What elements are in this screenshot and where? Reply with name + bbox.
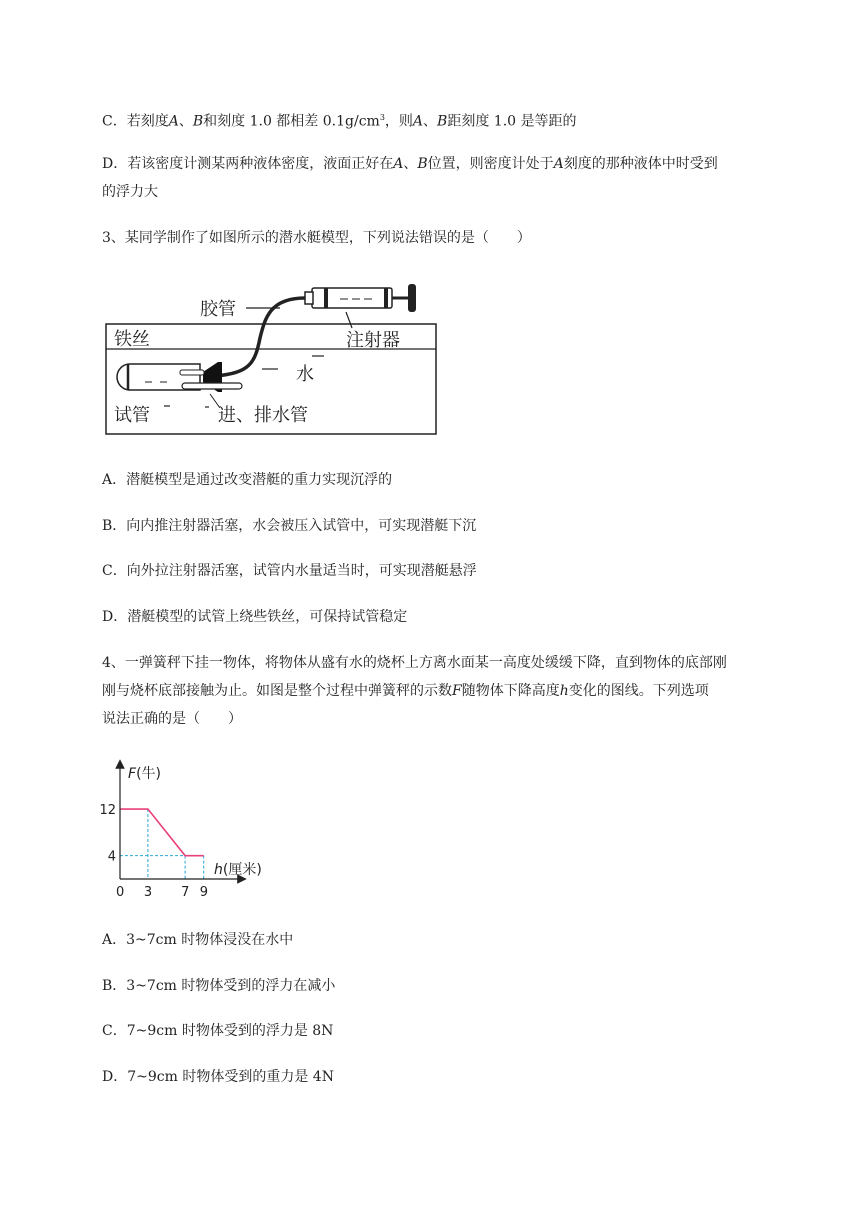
- q4-option-d: D．7~9cm 时物体受到的重力是 4N: [102, 1069, 334, 1085]
- syringe-icon: [305, 284, 416, 312]
- x-tick-label-7: 7: [181, 885, 190, 900]
- x-tick-label-9: 9: [199, 885, 208, 900]
- label-hose: 胶管: [200, 299, 236, 320]
- y-axis-label: F(牛): [128, 766, 161, 782]
- q2-option-d: D．若该密度计测某两种液体密度，液面正好在A、B位置，则密度计处于A刻度的那种液体中时受到: [102, 156, 718, 172]
- q2-option-c: C．若刻度A、B和刻度 1.0 都相差 $0.1g/cm^3$，则A、B距刻度 1.0 是等距的: [102, 113, 577, 130]
- label-syringe: 注射器: [346, 330, 400, 351]
- q4-option-b: B．3~7cm 时物体受到的浮力在减小: [102, 978, 336, 994]
- q3-option-b: B．向内推注射器活塞，水会被压入试管中，可实现潜艇下沉: [102, 518, 477, 534]
- y-tick-label-12: 12: [99, 803, 116, 819]
- q2-option-d-cont: 的浮力大: [102, 184, 158, 200]
- label-pipe: 进、排水管: [218, 405, 308, 426]
- q4-stem-line2: 刚与烧杯底部接触为止。如图是整个过程中弹簧秤的示数F随物体下降高度h变化的图线。下列选项: [102, 683, 709, 699]
- q4-option-c: C．7~9cm 时物体受到的浮力是 8N: [102, 1023, 334, 1039]
- q3-option-c: C．向外拉注射器活塞，试管内水量适当时，可实现潜艇悬浮: [102, 563, 477, 579]
- label-tube: 试管: [114, 405, 150, 426]
- label-wire: 铁丝: [114, 329, 150, 350]
- series-line: [120, 809, 204, 856]
- q3-stem: 3、某同学制作了如图所示的潜水艇模型，下列说法错误的是（ ）: [102, 230, 531, 246]
- x-tick-label-3: 3: [143, 885, 153, 900]
- submarine-figure: [100, 278, 440, 438]
- label-water: 水: [296, 364, 314, 385]
- y-tick-label-4: 4: [107, 849, 116, 865]
- q3-option-a: A．潜艇模型是通过改变潜艇的重力实现沉浮的: [102, 472, 393, 488]
- q3-option-d: D．潜艇模型的试管上绕些铁丝，可保持试管稳定: [102, 609, 408, 625]
- q4-option-a: A．3~7cm 时物体浸没在水中: [102, 932, 294, 948]
- q4-stem-line3: 说法正确的是（ ）: [102, 711, 242, 727]
- inlet-pipe: [182, 383, 242, 389]
- force-height-chart: [96, 758, 280, 906]
- x-tick-label-0: 0: [116, 885, 125, 900]
- x-axis-label: h(厘米): [214, 862, 262, 878]
- q4-stem-line1: 4、一弹簧秤下挂一物体，将物体从盛有水的烧杯上方离水面某一高度处缓缓下降，直到物体的底部刚: [102, 655, 727, 671]
